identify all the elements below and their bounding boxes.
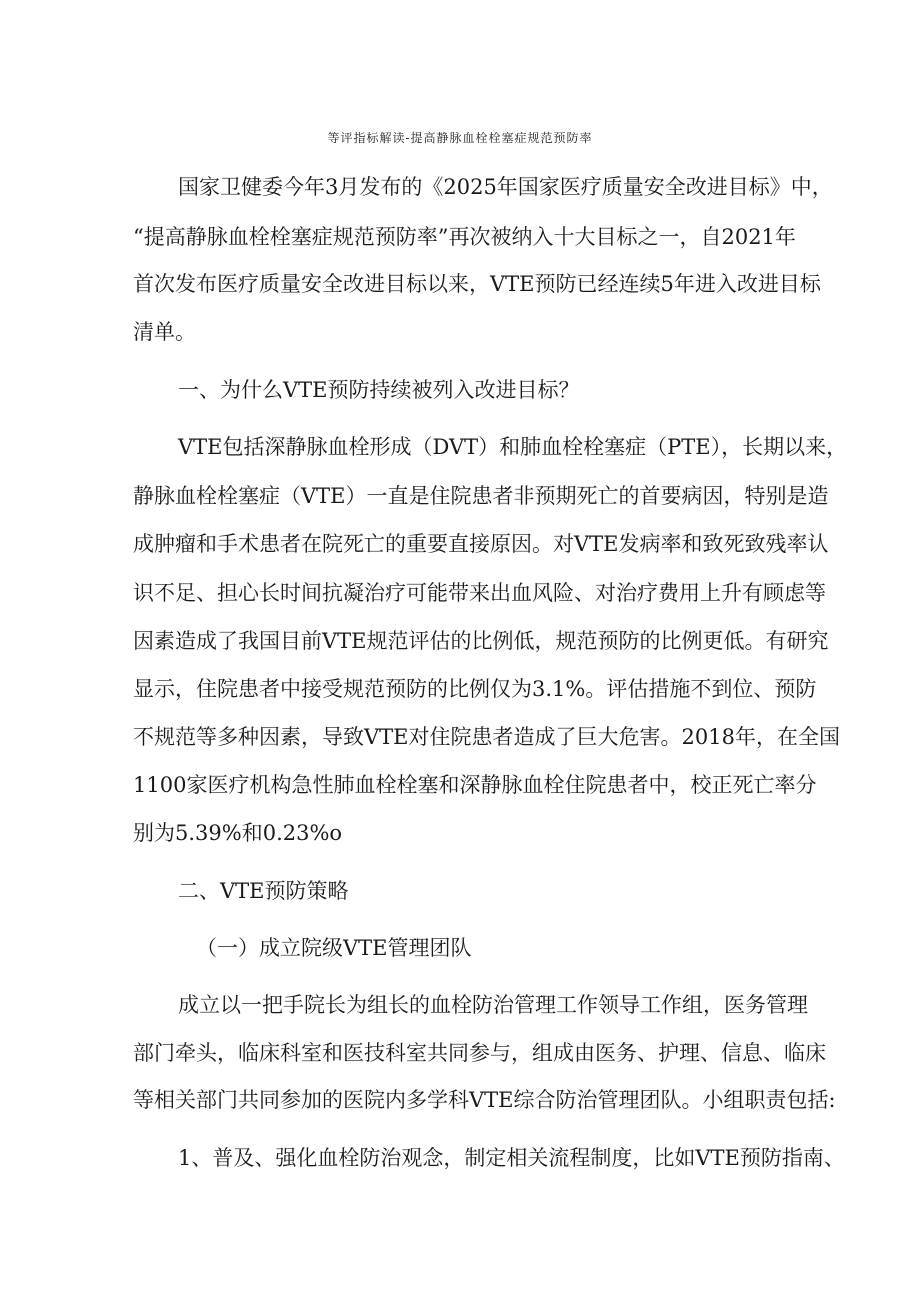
section1-heading: 一、为什么VTE预防持续被列入改进目标？ (178, 378, 580, 402)
section1-line-2: 静脉血栓栓塞症（VTE）一直是住院患者非预期死亡的首要病因，特别是造 (133, 484, 829, 508)
document-title: 等评指标解读-提高静脉血栓栓塞症规范预防率 (327, 131, 593, 145)
section1-line-7: 不规范等多种因素，导致VTE对住院患者造成了巨大危害。2018年，在全国 (133, 725, 840, 749)
intro-line-2: “提高静脉血栓栓塞症规范预防率”再次被纳入十大目标之一，自2021年 (133, 225, 796, 249)
section1-line-3: 成肿瘤和手术患者在院死亡的重要直接原因。对VTE发病率和致死致残率认 (133, 532, 829, 556)
section1-line-9: 别为5.39%和0.23%o (133, 821, 343, 845)
subsection1-line-1: 成立以一把手院长为组长的血栓防治管理工作领导工作组，医务管理 (178, 993, 808, 1017)
section1-line-8: 1100家医疗机构急性肺血栓栓塞和深静脉血栓住院患者中，校正死亡率分 (133, 773, 817, 797)
section1-line-6: 显示，住院患者中接受规范预防的比例仅为3.1%。评估措施不到位、预防 (133, 677, 817, 701)
section2-heading: 二、VTE预防策略 (178, 879, 349, 903)
intro-line-3: 首次发布医疗质量安全改进目标以来，VTE预防已经连续5年进入改进目标 (133, 272, 821, 296)
subsection1-line-2: 部门牵头，临床科室和医技科室共同参与，组成由医务、护理、信息、临床 (133, 1041, 826, 1065)
section1-line-4: 识不足、担心长时间抗凝治疗可能带来出血风险、对治疗费用上升有顾虑等 (133, 581, 826, 605)
section1-line-1: VTE包括深静脉血栓形成（DVT）和肺血栓栓塞症（PTE），长期以来， (178, 435, 848, 459)
subsection1-line-3: 等相关部门共同参加的医院内多学科VTE综合防治管理团队。小组职责包括: (133, 1088, 836, 1112)
subsection1-heading: （一）成立院级VTE管理团队 (196, 936, 472, 960)
list-item-1: 1、普及、强化血栓防治观念，制定相关流程制度，比如VTE预防指南、 (178, 1146, 845, 1170)
section1-line-5: 因素造成了我国目前VTE规范评估的比例低，规范预防的比例更低。有研究 (133, 629, 829, 653)
intro-line-1: 国家卫健委今年3月发布的《2025年国家医疗质量安全改进目标》中， (178, 175, 833, 199)
intro-line-4: 清单。 (133, 320, 196, 344)
